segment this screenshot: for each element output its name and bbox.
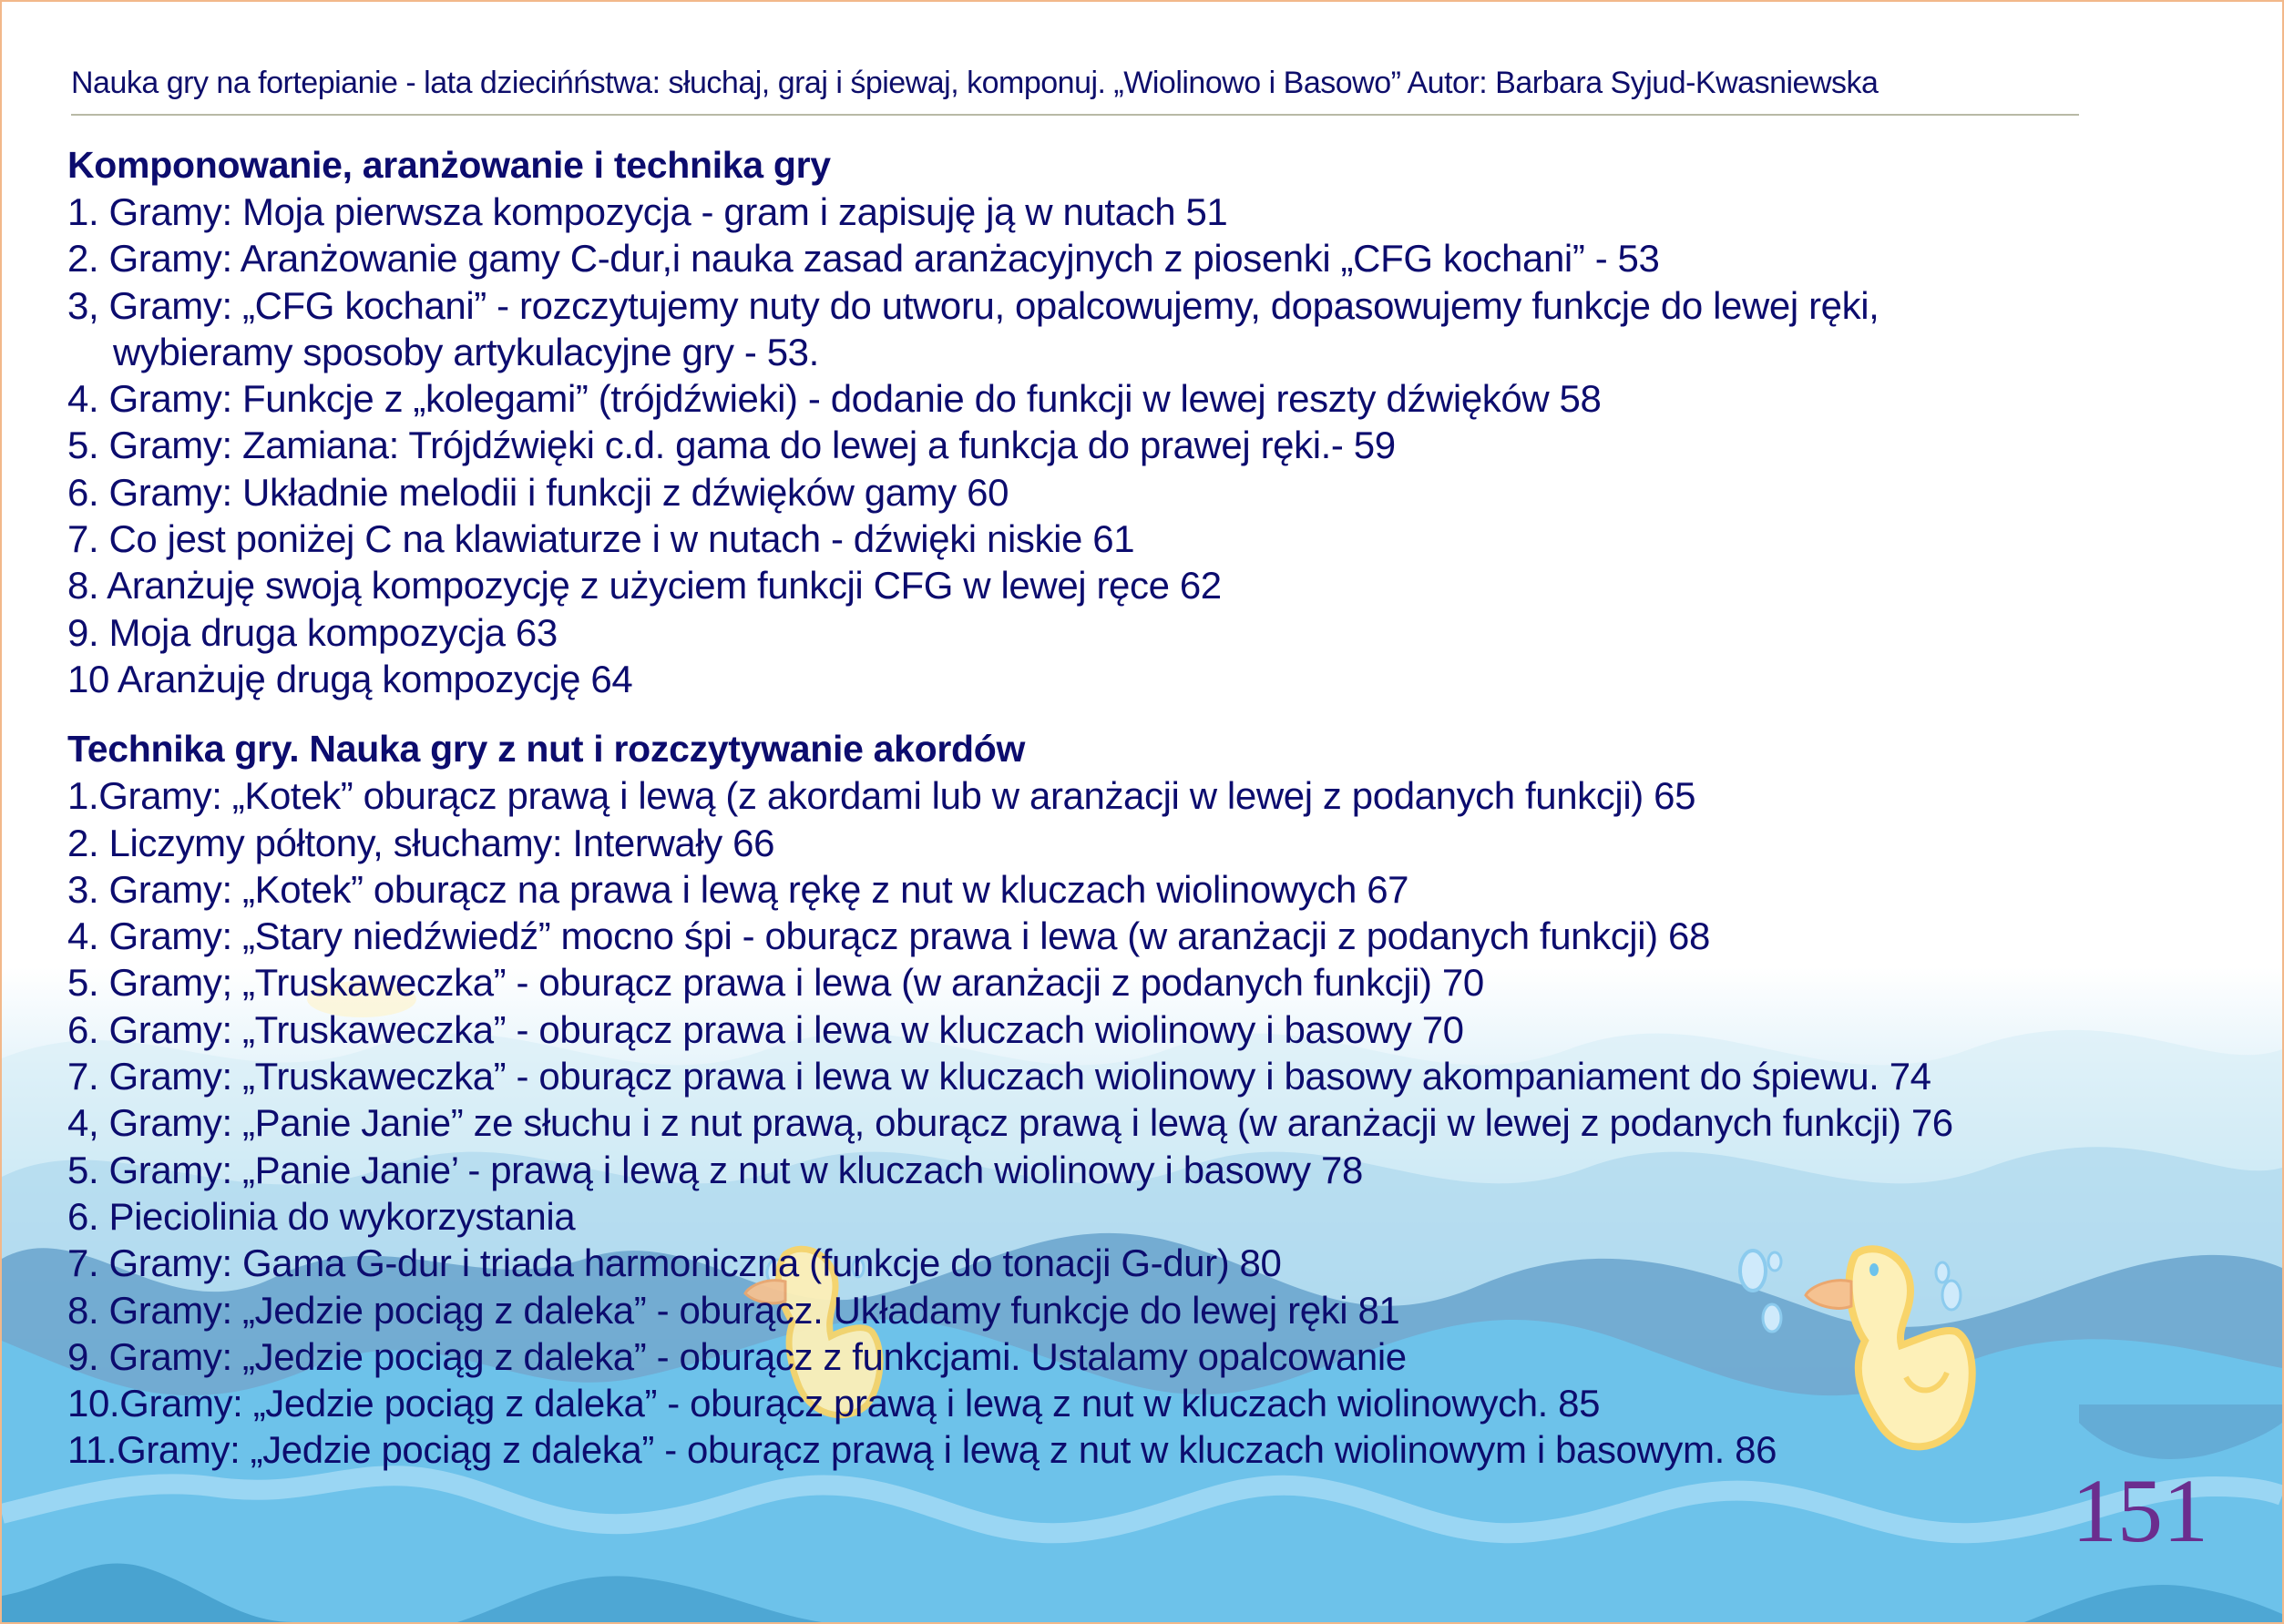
toc-item: 5. Gramy: Zamiana: Trójdźwięki c.d. gama do lewej a funkcja do prawej ręki.- 59 — [67, 424, 1396, 467]
toc-item: 4. Gramy: „Stary niedźwiedź” mocno śpi - oburącz prawa i lewa (w aranżacji z podanych funkcji) 68 — [67, 914, 1710, 958]
toc-item: 1.Gramy: „Kotek” oburącz prawą i lewą (z akordami lub w aranżacji w lewej z podanych funkcji) 65 — [67, 774, 1696, 818]
table-of-contents — [67, 142, 2254, 1474]
page-number: 151 — [2072, 1460, 2208, 1561]
toc-item: 6. Pieciolinia do wykorzystania — [67, 1194, 576, 1238]
toc-item: 5. Gramy: „Panie Janie’ - prawą i lewą z nut w kluczach wiolinowy i basowy 78 — [67, 1148, 1363, 1191]
toc-item: 6. Gramy: „Truskaweczka” - oburącz prawa i lewa w kluczach wiolinowy i basowy 70 — [67, 1007, 1464, 1051]
toc-item: 6. Gramy: Układnie melodii i funkcji z dźwięków gamy 60 — [67, 470, 1009, 514]
toc-item: 4. Gramy: Funkcje z „kolegami” (trójdźwieki) - dodanie do funkcji w lewej reszty dźwięków 58 — [67, 377, 1602, 421]
toc-item: 7. Gramy: Gama G-dur i triada harmoniczna (funkcje do tonacji G-dur) 80 — [67, 1241, 1282, 1285]
toc-item: 4, Gramy: „Panie Janie” ze słuchu i z nut prawą, oburącz prawą i lewą (w aranżacji w lewej z podanych funkcji) 76 — [67, 1101, 1953, 1145]
toc-item-continuation: wybieramy sposoby artykulacyjne gry - 53. — [113, 330, 819, 373]
toc-item: 8. Gramy: „Jedzie pociąg z daleka” - oburącz. Układamy funkcje do lewej ręki 81 — [67, 1288, 1400, 1332]
toc-item: 5. Gramy; „Truskaweczka” - oburącz prawa i lewa (w aranżacji z podanych funkcji) 70 — [67, 961, 1484, 1005]
page-header: Nauka gry na fortepianie - lata dziecińństwa: słuchaj, graj i śpiewaj, komponuj. „Wiolinowo i Basowo” Autor: Barbara Syjud-Kwasniewska — [71, 66, 2079, 116]
toc-item: 3, Gramy: „CFG kochani” - rozczytujemy nuty do utworu, opalcowujemy, dopasowujemy funkcje do lewej ręki, — [67, 283, 1879, 327]
toc-item: 10.Gramy: „Jedzie pociąg z daleka” - oburącz prawą i lewą z nut w kluczach wiolinowych. 85 — [67, 1382, 1601, 1425]
toc-item: 2. Gramy: Aranżowanie gamy C-dur,i nauka zasad aranżacyjnych z piosenki „CFG kochani” - 53 — [67, 237, 1660, 281]
toc-item: 2. Liczymy półtony, słuchamy: Interwały 66 — [67, 821, 775, 864]
toc-item: 3. Gramy: „Kotek” oburącz na prawa i lewą rękę z nut w kluczach wiolinowych 67 — [67, 867, 1409, 911]
toc-item: 9. Gramy: „Jedzie pociąg z daleka” - oburącz z funkcjami. Ustalamy opalcowanie — [67, 1334, 1407, 1378]
toc-item: 7. Co jest poniżej C na klawiaturze i w nutach - dźwięki niskie 61 — [67, 517, 1135, 561]
toc-item: 9. Moja druga kompozycja 63 — [67, 610, 558, 654]
section-gap — [67, 702, 2254, 726]
toc-item: 10 Aranżuję drugą kompozycję 64 — [67, 657, 633, 700]
toc-item: 11.Gramy: „Jedzie pociąg z daleka” - oburącz prawą i lewą z nut w kluczach wiolinowym i basowym. 86 — [67, 1428, 1777, 1472]
toc-item: 8. Aranżuję swoją kompozycję z użyciem funkcji CFG w lewej ręce 62 — [67, 564, 1222, 608]
toc-item: 7. Gramy: „Truskaweczka” - oburącz prawa i lewa w kluczach wiolinowy i basowy akompaniament do śpiewu. 74 — [67, 1055, 1931, 1098]
toc-item: 1. Gramy: Moja pierwsza kompozycja - gram i zapisuję ją w nutach 51 — [67, 190, 1228, 233]
section-title: Komponowanie, aranżowanie i technika gry — [67, 144, 831, 186]
section-title: Technika gry. Nauka gry z nut i rozczytywanie akordów — [67, 728, 1026, 771]
